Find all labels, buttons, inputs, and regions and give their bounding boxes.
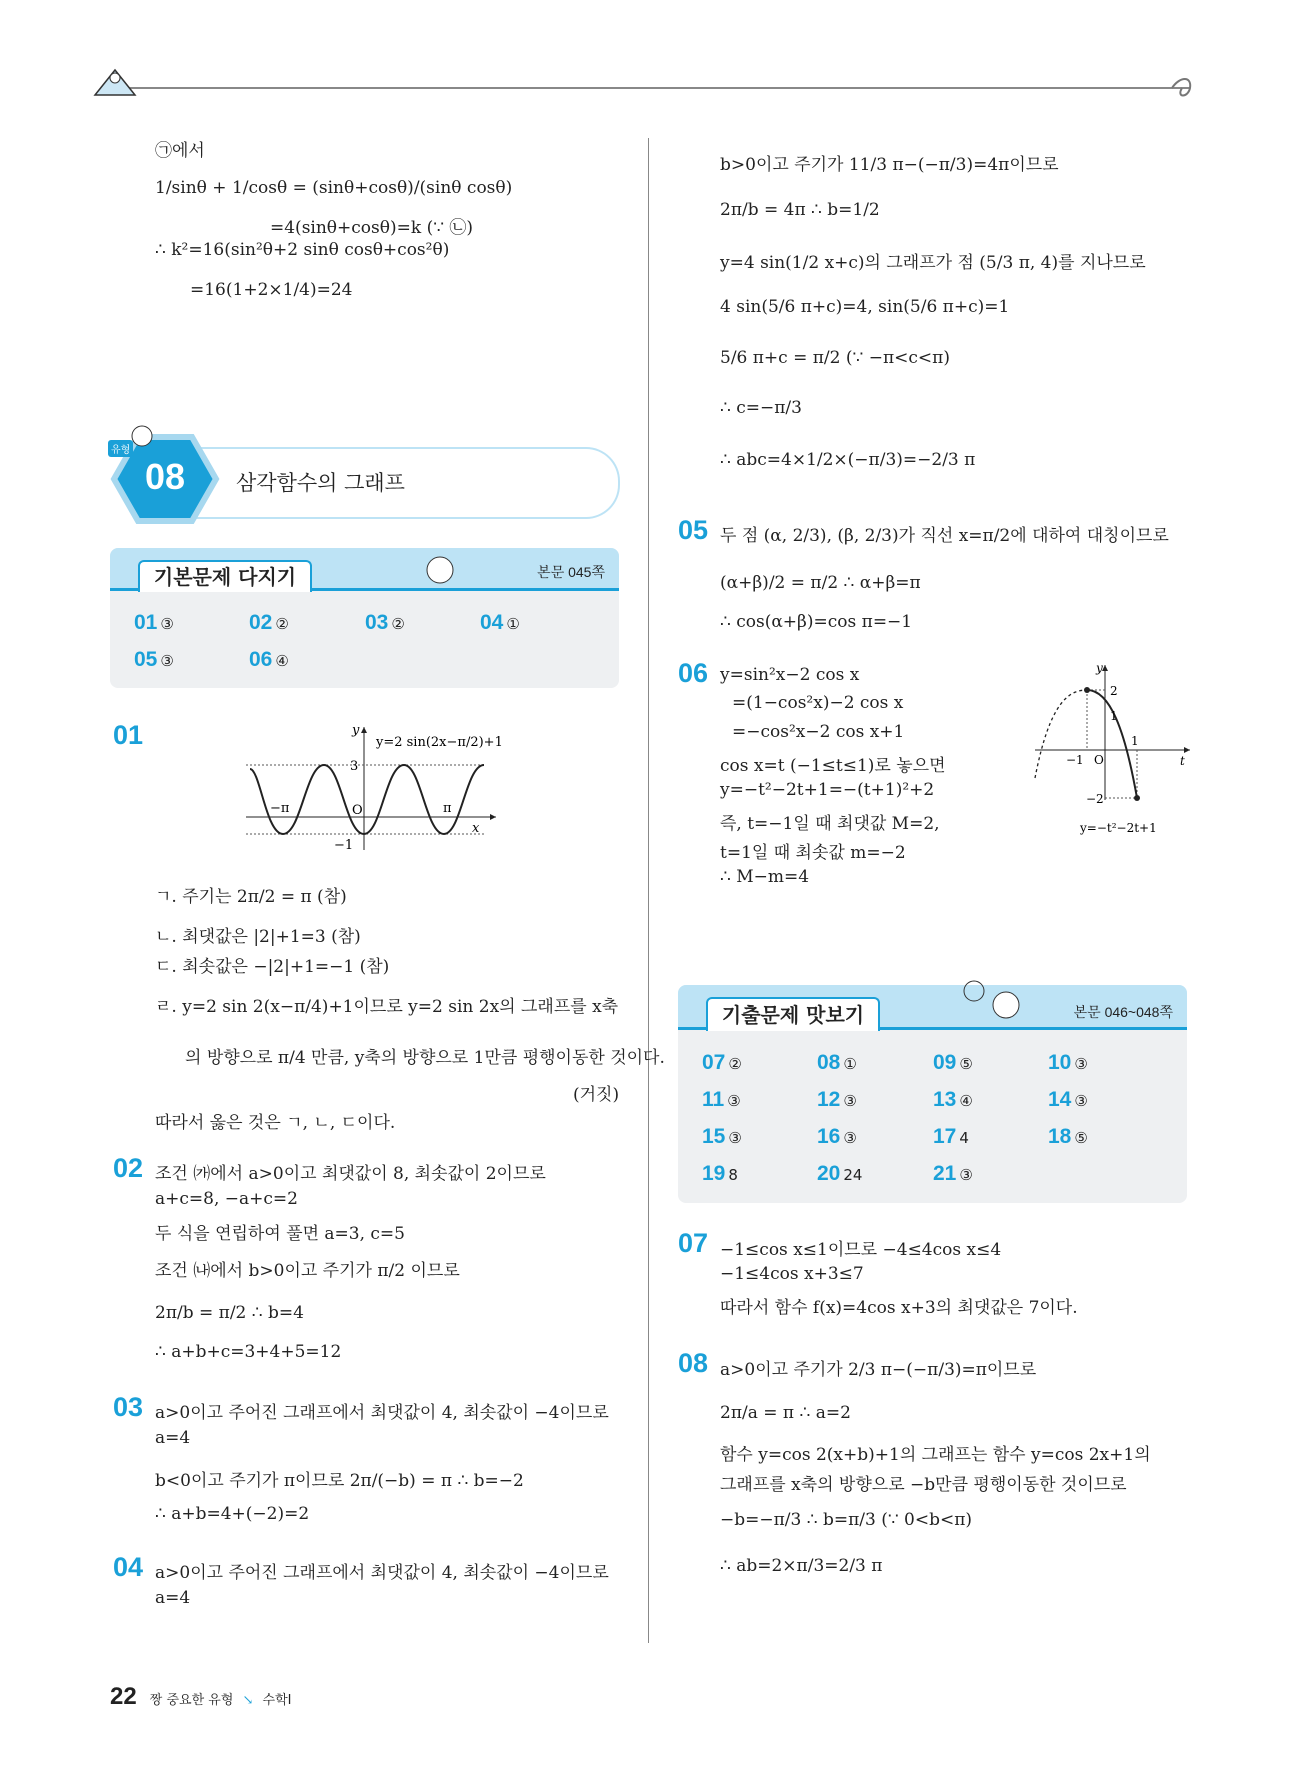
answer-item: 01 ③ (134, 611, 174, 634)
problem-number: 03 (113, 1392, 144, 1422)
answer-item: 16 ③ (817, 1125, 857, 1148)
text-line: =−cos²x−2 cos x+1 (732, 722, 905, 742)
text-line: y=−t²−2t+1=−(t+1)²+2 (720, 780, 935, 800)
text-line: ∴ ab=2×π/3=2/3 π (720, 1556, 883, 1576)
answer-item: 04 ① (480, 611, 520, 634)
tick-label: 2 (1110, 684, 1118, 698)
text-line: =16(1+2×1/4)=24 (190, 280, 353, 300)
answer-item: 02 ② (249, 611, 289, 634)
curve-label: y=−t²−2t+1 (1080, 821, 1157, 835)
axis-label-x: x (472, 821, 480, 836)
basic-page-ref: 본문 045쪽 (537, 564, 605, 580)
text-line: a=4 (155, 1428, 191, 1448)
text-line: (α+β)/2 = π/2 ∴ α+β=π (720, 573, 921, 593)
answer-item: 20 24 (817, 1162, 863, 1185)
text-line: 따라서 옳은 것은 ㄱ, ㄴ, ㄷ이다. (155, 1113, 396, 1133)
past-tab-label: 기출문제 맛보기 (706, 997, 880, 1031)
text-line: a>0이고 주기가 2/3 π−(−π/3)=π이므로 (720, 1360, 1037, 1380)
text-line: y=4 sin(1/2 x+c)의 그래프가 점 (5/3 π, 4)를 지나므로 (720, 253, 1146, 273)
axis-label-y: y (352, 723, 360, 738)
text-line: 의 방향으로 π/4 만큼, y축의 방향으로 1만큼 평행이동한 것이다. (185, 1048, 665, 1068)
text-line: =(1−cos²x)−2 cos x (732, 693, 904, 713)
text-line: a=4 (155, 1588, 191, 1608)
answer-item: 19 8 (702, 1162, 738, 1185)
text-line: a>0이고 주어진 그래프에서 최댓값이 4, 최솟값이 −4이므로 (155, 1563, 609, 1583)
tick-label: 3 (350, 759, 359, 774)
problem-number: 04 (113, 1552, 144, 1582)
text-line: ∴ k²=16(sin²θ+2 sinθ cosθ+cos²θ) (155, 240, 450, 260)
text-line: ∴ a+b+c=3+4+5=12 (155, 1342, 342, 1362)
answer-item: 11 ③ (702, 1088, 741, 1111)
text-line: ∴ c=−π/3 (720, 398, 802, 418)
text-line: 즉, t=−1일 때 최댓값 M=2, (720, 814, 940, 834)
text-line: ∴ a+b=4+(−2)=2 (155, 1504, 310, 1524)
tick-label: π (443, 801, 452, 816)
text-line: 1/sinθ + 1/cosθ = (sinθ+cosθ)/(sinθ cosθ) (155, 178, 513, 198)
axis-label-y: y (1096, 661, 1103, 675)
answer-item: 15 ③ (702, 1125, 742, 1148)
page-number: 22 (110, 1683, 137, 1710)
text-line: 함수 y=cos 2(x+b)+1의 그래프는 함수 y=cos 2x+1의 (720, 1445, 1151, 1465)
section-number: 08 (144, 456, 186, 497)
text-line: −1≤4cos x+3≤7 (720, 1264, 864, 1284)
problem-number: 01 (113, 720, 144, 750)
cat-mascot-icon (410, 548, 470, 590)
text-line: y=sin²x−2 cos x (720, 665, 860, 685)
sine-graph (246, 722, 546, 852)
text-line: t=1일 때 최솟값 m=−2 (720, 843, 906, 863)
text-line: 두 점 (α, 2/3), (β, 2/3)가 직선 x=π/2에 대하여 대칭이므로 (720, 526, 1169, 546)
ribbon-icon (1168, 76, 1204, 102)
column-divider (648, 138, 649, 1643)
mascot-icon (90, 60, 140, 100)
text-line: ㄹ. y=2 sin 2(x−π/4)+1이므로 y=2 sin 2x의 그래프를 x축 (155, 997, 619, 1017)
origin-label: O (1094, 753, 1104, 767)
text-line: ∴ M−m=4 (720, 867, 810, 887)
text-line: −b=−π/3 ∴ b=π/3 (∵ 0<b<π) (720, 1510, 973, 1530)
text-line: b<0이고 주기가 π이므로 2π/(−b) = π ∴ b=−2 (155, 1471, 524, 1491)
text-line: a+c=8, −a+c=2 (155, 1189, 298, 1209)
tick-label: −π (270, 801, 290, 816)
basic-answer-box (110, 548, 619, 688)
text-line: ∴ cos(α+β)=cos π=−1 (720, 612, 913, 632)
text-line: ∴ abc=4×1/2×(−π/3)=−2/3 π (720, 450, 976, 470)
answer-item: 12 ③ (817, 1088, 857, 1111)
text-line: 조건 ㈏에서 b>0이고 주기가 π/2 이므로 (155, 1261, 460, 1281)
problem-number: 06 (678, 658, 709, 688)
text-line: 2π/b = π/2 ∴ b=4 (155, 1303, 304, 1323)
page-footer (110, 1683, 291, 1711)
text-line: b>0이고 주기가 11/3 π−(−π/3)=4π이므로 (720, 155, 1059, 175)
past-answer-box (678, 985, 1187, 1203)
parabola-graph (1030, 660, 1210, 845)
text-line: ㄴ. 최댓값은 |2|+1=3 (참) (155, 927, 361, 947)
text-line: a>0이고 주어진 그래프에서 최댓값이 4, 최솟값이 −4이므로 (155, 1403, 609, 1423)
cat-badminton-icon (956, 973, 1036, 1033)
answer-item: 03 ② (365, 611, 405, 634)
answer-item: 05 ③ (134, 648, 174, 671)
footer-arrow-icon: ↘ (242, 1693, 254, 1708)
problem-number: 05 (678, 515, 709, 545)
answer-item: 21 ③ (933, 1162, 973, 1185)
top-rule (108, 87, 1190, 89)
basic-tab-label: 기본문제 다지기 (138, 560, 312, 592)
origin-label: O (352, 803, 363, 818)
text-line: (거짓) (573, 1085, 620, 1105)
subject-label: 수학Ⅰ (262, 1693, 292, 1708)
text-line: ㉠에서 (155, 141, 205, 161)
text-line: =4(sinθ+cosθ)=k (∵ ㉡) (270, 218, 474, 238)
tick-label: −1 (334, 838, 354, 852)
text-line: 5/6 π+c = π/2 (∵ −π<c<π) (720, 348, 950, 368)
text-line: 조건 ㈎에서 a>0이고 최댓값이 8, 최솟값이 2이므로 (155, 1164, 546, 1184)
tick-label: −2 (1086, 792, 1104, 806)
text-line: 두 식을 연립하여 풀면 a=3, c=5 (155, 1224, 405, 1244)
answer-item: 10 ③ (1048, 1051, 1088, 1074)
text-line: 2π/b = 4π ∴ b=1/2 (720, 200, 880, 220)
answer-item: 13 ④ (933, 1088, 973, 1111)
section-title: 삼각함수의 그래프 (236, 471, 405, 495)
answer-item: 17 4 (933, 1125, 969, 1148)
book-title: 짱 중요한 유형 (149, 1693, 234, 1708)
axis-label-t: t (1180, 754, 1185, 768)
problem-number: 08 (678, 1348, 709, 1378)
text-line: −1≤cos x≤1이므로 −4≤4cos x≤4 (720, 1240, 1002, 1260)
answer-item: 07 ② (702, 1051, 742, 1074)
answer-item: 18 ⑤ (1048, 1125, 1088, 1148)
tick-label: 1 (1131, 734, 1139, 748)
text-line: 2π/a = π ∴ a=2 (720, 1403, 851, 1423)
text-line: ㄱ. 주기는 2π/2 = π (참) (155, 887, 347, 907)
answer-item: 14 ③ (1048, 1088, 1088, 1111)
text-line: cos x=t (−1≤t≤1)로 놓으면 (720, 756, 946, 776)
text-line: 4 sin(5/6 π+c)=4, sin(5/6 π+c)=1 (720, 297, 1010, 317)
past-page-ref: 본문 046~048쪽 (1073, 1004, 1173, 1020)
answer-item: 08 ① (817, 1051, 857, 1074)
problem-number: 02 (113, 1153, 144, 1183)
text-line: 따라서 함수 f(x)=4cos x+3의 최댓값은 7이다. (720, 1298, 1078, 1318)
text-line: ㄷ. 최솟값은 −|2|+1=−1 (참) (155, 957, 390, 977)
cat-mascot-icon (124, 418, 160, 448)
answer-item: 06 ④ (249, 648, 289, 671)
text-line: 그래프를 x축의 방향으로 −b만큼 평행이동한 것이므로 (720, 1475, 1127, 1495)
problem-number: 07 (678, 1228, 709, 1258)
tick-label: 1 (1110, 709, 1118, 723)
function-label: y=2 sin(2x−π/2)+1 (376, 735, 503, 750)
answer-item: 09 ⑤ (933, 1051, 973, 1074)
tick-label: −1 (1066, 753, 1084, 767)
section-badge: 유형 (108, 440, 133, 457)
